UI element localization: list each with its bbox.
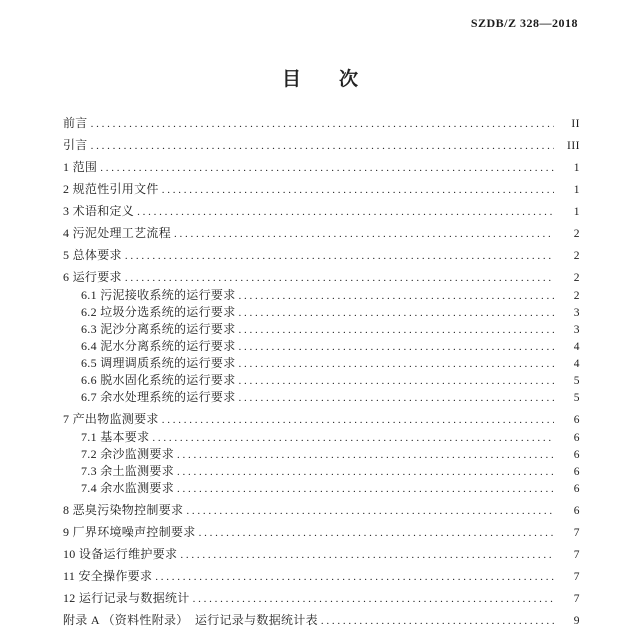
- toc-leader-dots: [239, 306, 554, 320]
- toc-entry: [63, 161, 580, 174]
- toc-leader-dots: [193, 592, 554, 606]
- toc-entry-label: 8 恶臭污染物控制要求: [63, 503, 184, 517]
- toc-entry: [63, 323, 580, 336]
- toc-entry-label: 7.3 余土监测要求: [81, 464, 175, 478]
- toc-leader-dots: [137, 205, 554, 219]
- toc-entry-page: 3: [573, 324, 580, 336]
- toc-entry-label: 7 产出物监测要求: [63, 412, 159, 426]
- toc-entry-label: 7.4 余水监测要求: [81, 481, 175, 495]
- toc-entry-label: 5 总体要求: [63, 248, 122, 262]
- toc-entry-page: 3: [573, 307, 580, 319]
- toc-entry-page: 4: [573, 341, 580, 353]
- toc-entry-label: 7.2 余沙监测要求: [81, 447, 175, 461]
- toc-entry-label: 6 运行要求: [63, 270, 122, 284]
- toc-entry: [63, 374, 580, 387]
- toc-entry-label: 11 安全操作要求: [63, 569, 153, 583]
- toc-entry-page: 1: [573, 162, 580, 174]
- toc-entry-label: 附录 A （资料性附录） 运行记录与数据统计表: [63, 613, 318, 627]
- toc-leader-dots: [177, 465, 554, 479]
- toc-entry: [63, 340, 580, 353]
- toc-entry-label: 前言: [63, 116, 88, 130]
- toc-leader-dots: [199, 526, 554, 540]
- toc-leader-dots: [177, 482, 554, 496]
- toc-entry: [63, 271, 580, 284]
- toc-entry: [63, 117, 580, 130]
- toc-leader-dots: [180, 548, 554, 562]
- toc-entry: [63, 526, 580, 539]
- toc-leader-dots: [239, 357, 554, 371]
- toc-leader-dots: [177, 448, 554, 462]
- toc-leader-dots: [239, 391, 554, 405]
- toc-leader-dots: [239, 323, 554, 337]
- toc-entry: [63, 548, 580, 561]
- toc-leader-dots: [186, 504, 554, 518]
- toc-entry: [63, 183, 580, 196]
- toc-leader-dots: [91, 117, 554, 131]
- toc-entry: [63, 413, 580, 426]
- toc-leader-dots: [155, 570, 554, 584]
- toc-entry-page: 1: [573, 184, 580, 196]
- toc-entry-page: 6: [573, 505, 580, 517]
- toc-entry-label: 9 厂界环境噪声控制要求: [63, 525, 196, 539]
- toc-list: [63, 117, 580, 636]
- toc-entry-page: 5: [573, 392, 580, 404]
- toc-leader-dots: [162, 183, 554, 197]
- toc-entry-label: 7.1 基本要求: [81, 430, 150, 444]
- toc-entry-label: 2 规范性引用文件: [63, 182, 159, 196]
- toc-entry: [63, 592, 580, 605]
- toc-entry: [63, 205, 580, 218]
- toc-leader-dots: [174, 227, 554, 241]
- toc-entry: [63, 289, 580, 302]
- toc-entry: [63, 431, 580, 444]
- toc-entry: [63, 249, 580, 262]
- document-code: SZDB/Z 328—2018: [470, 16, 578, 30]
- toc-entry: [63, 570, 580, 583]
- toc-leader-dots: [125, 249, 554, 263]
- toc-entry-label: 6.7 余水处理系统的运行要求: [81, 390, 236, 404]
- toc-entry-page: 6: [573, 432, 580, 444]
- page-title: 目 次: [281, 69, 358, 90]
- toc-entry-page: 6: [573, 449, 580, 461]
- toc-entry-label: 1 范围: [63, 160, 98, 174]
- toc-leader-dots: [91, 139, 554, 153]
- toc-entry-label: 引言: [63, 138, 88, 152]
- toc-entry-page: 1: [573, 206, 580, 218]
- toc-entry-page: III: [567, 140, 580, 152]
- toc-entry-page: 7: [573, 571, 580, 583]
- toc-leader-dots: [239, 340, 554, 354]
- toc-entry-page: 2: [573, 272, 580, 284]
- toc-entry-page: 2: [573, 228, 580, 240]
- toc-entry-label: 6.3 泥沙分离系统的运行要求: [81, 322, 236, 336]
- toc-entry-label: 4 污泥处理工艺流程: [63, 226, 172, 240]
- toc-leader-dots: [100, 161, 554, 175]
- toc-entry: [63, 391, 580, 404]
- toc-entry-page: II: [571, 118, 580, 130]
- toc-entry-page: 5: [573, 375, 580, 387]
- toc-entry: [63, 227, 580, 240]
- toc-leader-dots: [239, 374, 554, 388]
- toc-entry-page: 6: [573, 483, 580, 495]
- toc-entry: [63, 614, 580, 627]
- toc-leader-dots: [125, 271, 554, 285]
- toc-entry-page: 9: [573, 615, 580, 627]
- toc-entry-label: 6.2 垃圾分选系统的运行要求: [81, 305, 236, 319]
- toc-leader-dots: [162, 413, 554, 427]
- toc-entry: [63, 448, 580, 461]
- toc-entry-label: 12 运行记录与数据统计: [63, 591, 190, 605]
- toc-entry: [63, 465, 580, 478]
- toc-entry-label: 6.1 污泥接收系统的运行要求: [81, 288, 236, 302]
- toc-entry: [63, 504, 580, 517]
- toc-leader-dots: [239, 289, 554, 303]
- toc-leader-dots: [152, 431, 554, 445]
- toc-entry: [63, 482, 580, 495]
- toc-entry-page: 6: [573, 414, 580, 426]
- toc-entry: [63, 139, 580, 152]
- toc-entry: [63, 306, 580, 319]
- toc-leader-dots: [321, 614, 554, 628]
- toc-entry-page: 7: [573, 549, 580, 561]
- toc-entry: [63, 357, 580, 370]
- toc-entry-page: 7: [573, 527, 580, 539]
- toc-entry-page: 4: [573, 358, 580, 370]
- toc-entry-page: 6: [573, 466, 580, 478]
- toc-entry-label: 6.4 泥水分离系统的运行要求: [81, 339, 236, 353]
- toc-entry-label: 3 术语和定义: [63, 204, 135, 218]
- toc-entry-label: 6.6 脱水固化系统的运行要求: [81, 373, 236, 387]
- toc-entry-page: 7: [573, 593, 580, 605]
- toc-entry-label: 10 设备运行维护要求: [63, 547, 178, 561]
- toc-entry-label: 6.5 调理调质系统的运行要求: [81, 356, 236, 370]
- toc-entry-page: 2: [573, 250, 580, 262]
- toc-entry-page: 2: [573, 290, 580, 302]
